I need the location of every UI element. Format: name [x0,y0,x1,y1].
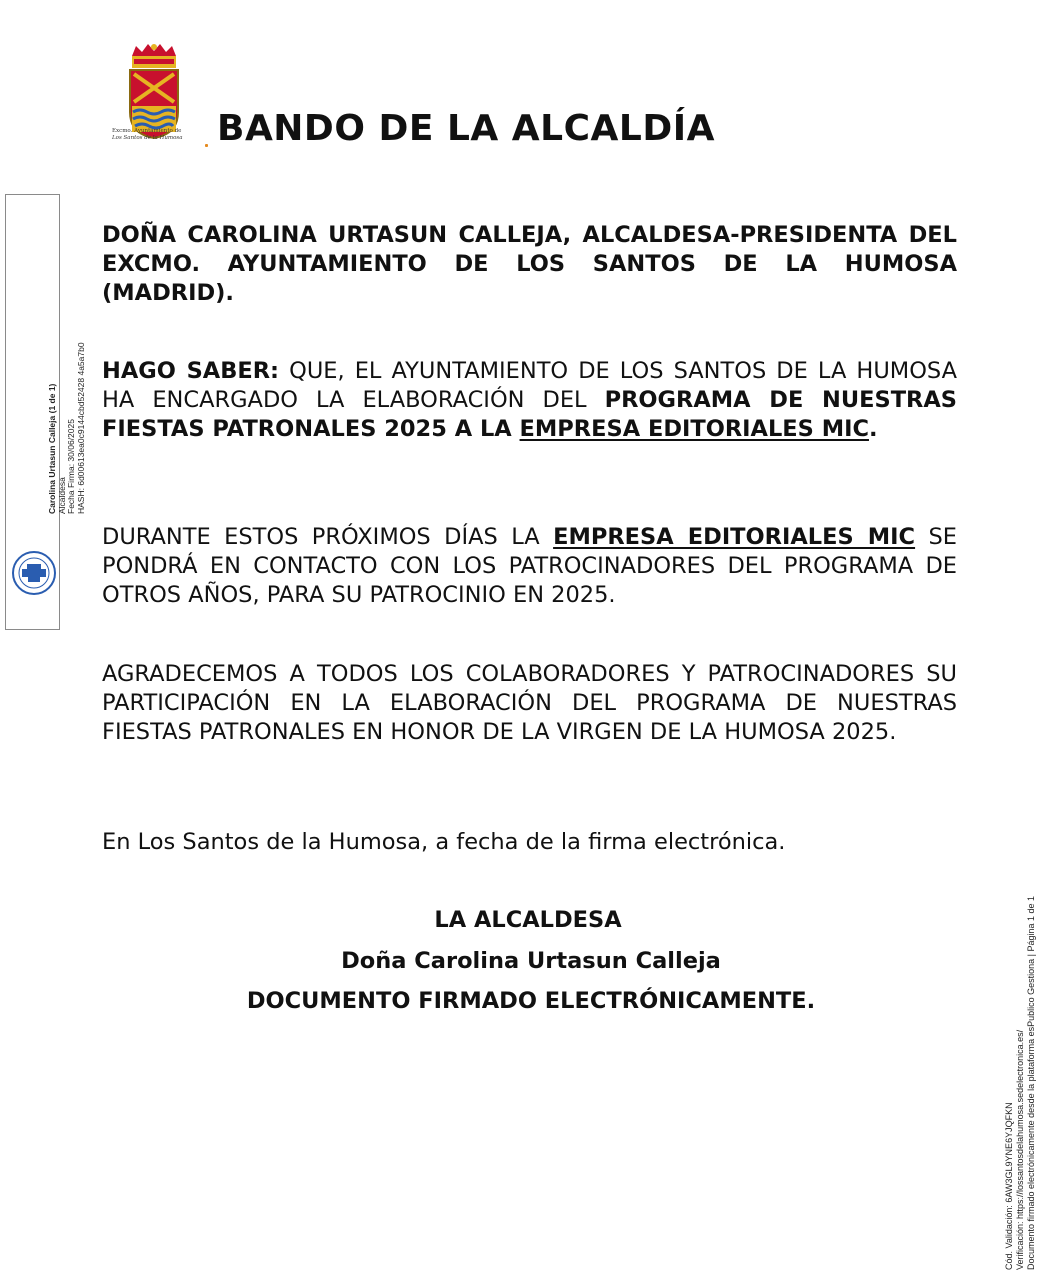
contact-text-end: SE PONDRÁ EN CONTACTO CON LOS PATROCINADORES DEL PROGRAMA DE OTROS AÑOS, PARA SU PATROCINIO EN 2025. [102,524,958,608]
paragraph-contact [102,523,957,610]
paragraph-thanks: AGRADECEMOS A TODOS LOS COLABORADORES Y PATROCINADORES SU PARTICIPACIÓN EN LA ELABORACIÓN DEL PROGRAMA DE NUESTRAS FIESTAS PATRONALES EN HONOR DE LA VIRGEN DE LA HUMOSA 2025. [102,661,957,745]
paragraph-announcement [102,357,957,444]
stamp-line: Fecha Firma: 30/06/2025 [66,419,76,514]
verification-line: Verificación: https://lossantosdelahumosa.sedelectronica.es/ [1015,1029,1025,1270]
company-name: EMPRESA EDITORIALES MIC [519,416,869,442]
electronic-signature-note: DOCUMENTO FIRMADO ELECTRÓNICAMENTE. [246,988,816,1014]
crest-caption [112,128,194,142]
period: . [868,416,878,442]
stamp-line: Carolina Urtasun Calleja (1 de 1) [47,383,57,514]
decorative-dot [205,144,208,147]
contact-text-start: DURANTE ESTOS PRÓXIMOS DÍAS LA [102,524,554,550]
crest-caption-line: Excmo. Ayuntamiento de [112,128,182,134]
document-title: BANDO DE LA ALCALDÍA [217,108,715,149]
announcement-text: QUE, EL AYUNTAMIENTO DE LOS SANTOS DE LA HUMOSA HA ENCARGADO LA ELABORACIÓN DEL [102,358,957,413]
signature-stamp-text [48,342,86,514]
signer-role: LA ALCALDESA [434,907,622,933]
stamp-line: Alcaldesa [56,477,67,514]
program-name: PROGRAMA DE NUESTRAS FIESTAS PATRONALES 2025 A LA [102,387,957,442]
crest-caption-line: Los Santos de la Humosa [112,135,183,141]
signer-name: Doña Carolina Urtasun Calleja [341,948,721,974]
company-name: EMPRESA EDITORIALES MIC [553,524,916,550]
stamp-line: HASH: 6d00613ea0c9144cbd52428 4a5a7b0 [75,342,86,514]
verification-line: Documento firmado electrónicamente desde la plataforma esPublico Gestiona | Página 1 de 1 [1026,895,1036,1270]
issuer-heading: DOÑA CAROLINA URTASUN CALLEJA, ALCALDESA-PRESIDENTA DEL EXCMO. AYUNTAMIENTO DE LOS SANTOS DE LA HUMOSA (MADRID). [102,222,957,306]
official-seal-icon [11,550,57,596]
verification-line: Cód. Validación: 6AW3GL9YNE6YJQFKN [1004,1102,1014,1270]
verification-footer [1004,896,1037,1270]
hago-saber-label: HAGO SABER: [102,358,280,384]
closing-line: En Los Santos de la Humosa, a fecha de la firma electrónica. [102,829,786,855]
